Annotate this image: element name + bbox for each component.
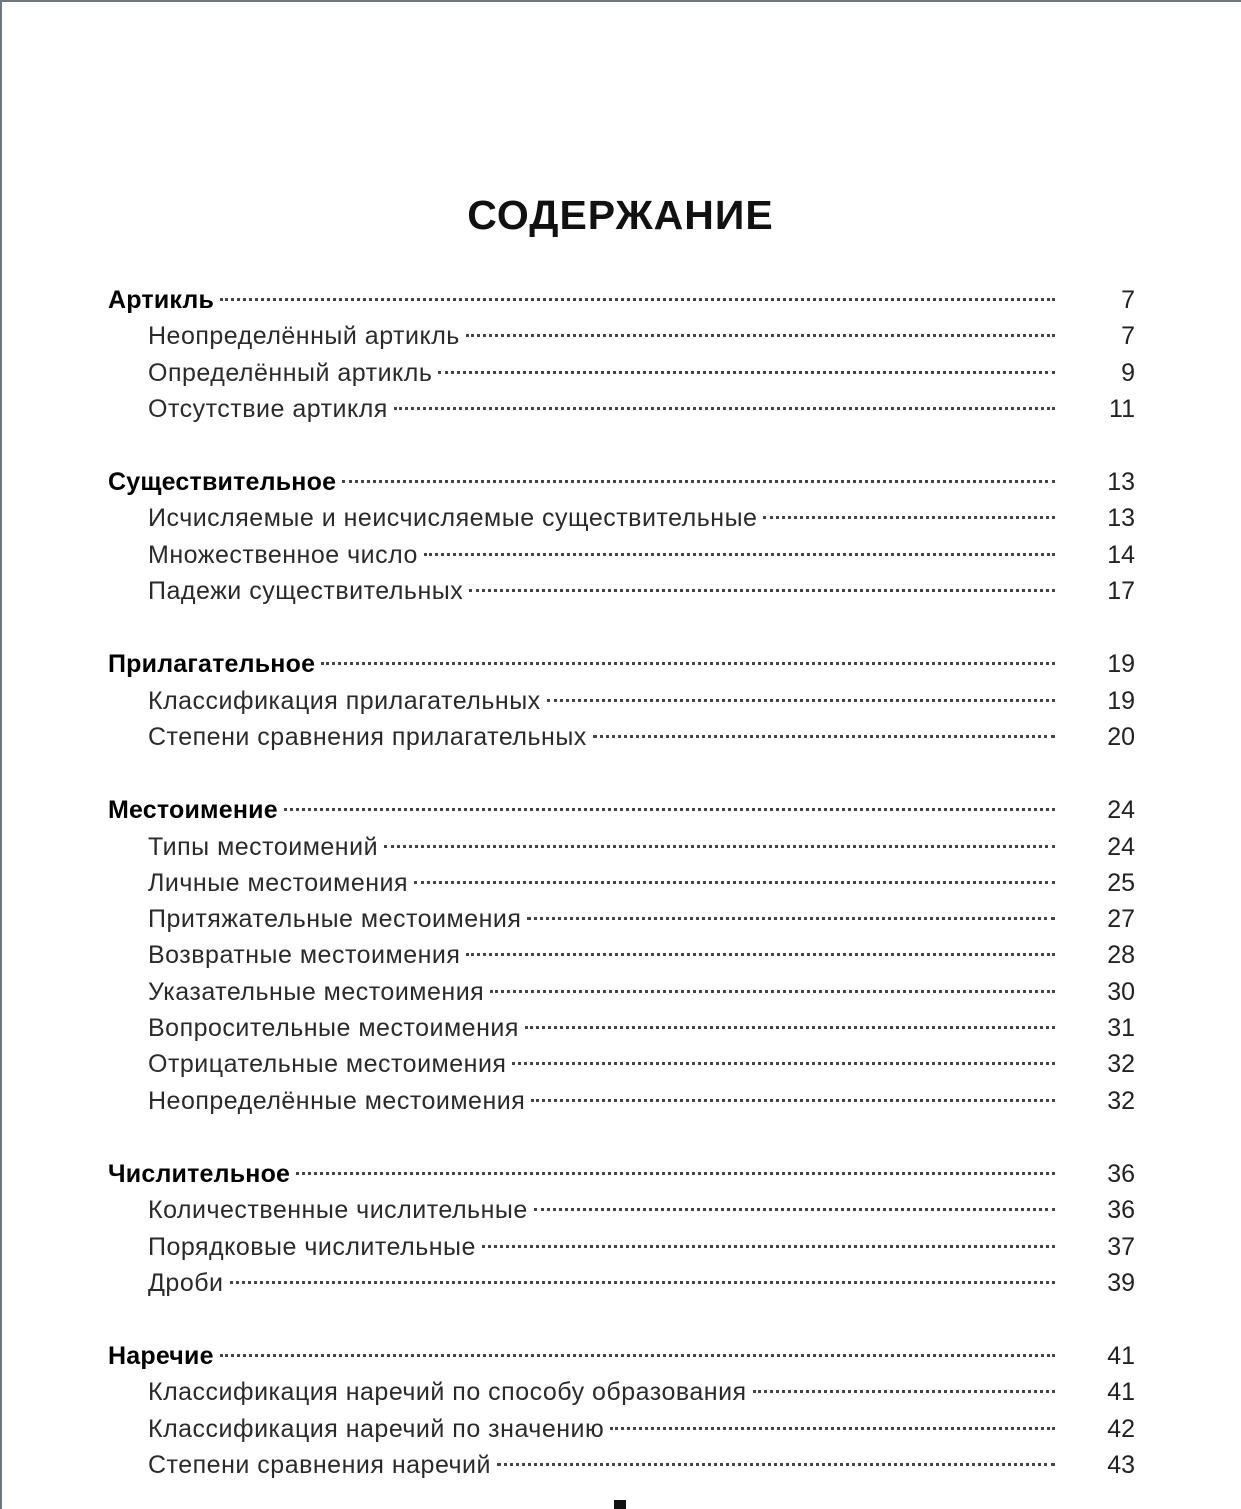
toc-page-number: 42 — [1107, 1414, 1135, 1443]
leader-dots — [527, 917, 1055, 920]
toc-entry-label: Дроби — [148, 1268, 224, 1297]
toc-entry-row[interactable] — [108, 683, 1135, 719]
toc-heading-label: Местоимение — [108, 796, 278, 825]
table-of-contents — [108, 282, 1135, 1483]
leader-dots — [763, 516, 1055, 519]
toc-entry-row[interactable] — [108, 937, 1135, 973]
leader-dots — [230, 1281, 1055, 1284]
toc-entry-label: Указательные местоимения — [148, 977, 485, 1006]
toc-page-number: 20 — [1107, 722, 1135, 751]
leader-dots — [490, 990, 1055, 993]
toc-entry-label: Падежи существительных — [148, 577, 464, 606]
leader-dots — [342, 480, 1055, 483]
toc-page-number: 11 — [1109, 394, 1135, 423]
leader-dots — [525, 1026, 1055, 1029]
leader-dots — [753, 1390, 1055, 1393]
toc-heading-row[interactable] — [108, 282, 1135, 318]
toc-page-number: 36 — [1107, 1159, 1135, 1188]
toc-entry-row[interactable] — [108, 318, 1135, 354]
toc-entry-row[interactable] — [108, 974, 1135, 1010]
leader-dots — [220, 1354, 1055, 1357]
leader-dots — [531, 1099, 1055, 1102]
leader-dots — [497, 1463, 1055, 1466]
toc-page-number: 41 — [1107, 1342, 1135, 1371]
toc-page-number: 7 — [1121, 322, 1135, 351]
toc-heading-row[interactable] — [108, 1156, 1135, 1192]
section-gap — [108, 609, 1135, 646]
toc-entry-row[interactable] — [108, 1411, 1135, 1447]
leader-dots — [394, 407, 1055, 410]
toc-heading-label: Артикль — [108, 286, 215, 314]
toc-page-number: 24 — [1107, 832, 1135, 861]
toc-entry-label: Неопределённые местоимения — [148, 1086, 526, 1115]
toc-entry-label: Количественные числительные — [148, 1196, 528, 1225]
toc-entry-row[interactable] — [108, 537, 1135, 573]
section-gap — [108, 427, 1135, 464]
toc-entry-row[interactable] — [108, 1265, 1135, 1301]
toc-section — [108, 646, 1135, 755]
leader-dots — [424, 553, 1055, 556]
toc-entry-label: Неопределённый артикль — [148, 322, 460, 351]
toc-page-number: 24 — [1107, 796, 1135, 825]
toc-page-number: 7 — [1121, 286, 1135, 314]
toc-entry-label: Отрицательные местоимения — [148, 1050, 507, 1079]
toc-page-number: 28 — [1107, 941, 1135, 970]
toc-heading-row[interactable] — [108, 464, 1135, 500]
leader-dots — [547, 699, 1055, 702]
toc-page-number: 41 — [1107, 1378, 1135, 1407]
section-gap — [108, 1119, 1135, 1156]
toc-entry-label: Притяжательные местоимения — [148, 905, 522, 934]
section-gap — [108, 1301, 1135, 1338]
section-gap — [108, 755, 1135, 792]
toc-entry-row[interactable] — [108, 1229, 1135, 1265]
toc-entry-row[interactable] — [108, 1447, 1135, 1483]
toc-heading-label: Наречие — [108, 1342, 214, 1371]
toc-section — [108, 464, 1135, 609]
toc-entry-row[interactable] — [108, 500, 1135, 536]
toc-page-number: 39 — [1107, 1268, 1135, 1297]
toc-entry-label: Порядковые числительные — [148, 1232, 476, 1261]
toc-page-number: 31 — [1107, 1014, 1135, 1043]
toc-section — [108, 792, 1135, 1119]
toc-entry-row[interactable] — [108, 865, 1135, 901]
toc-page-number: 43 — [1107, 1451, 1135, 1480]
toc-page-number: 9 — [1121, 358, 1135, 387]
toc-page-number: 25 — [1107, 868, 1135, 897]
toc-page-number: 17 — [1107, 577, 1135, 606]
leader-dots — [414, 881, 1055, 884]
toc-entry-row[interactable] — [108, 1046, 1135, 1082]
toc-page-number: 37 — [1107, 1232, 1135, 1261]
toc-heading-label: Существительное — [108, 468, 337, 497]
toc-entry-label: Степени сравнения наречий — [148, 1451, 491, 1480]
toc-entry-row[interactable] — [108, 355, 1135, 391]
toc-entry-label: Степени сравнения прилагательных — [148, 722, 587, 751]
leader-dots — [321, 662, 1055, 665]
leader-dots — [593, 735, 1055, 738]
toc-page-number: 32 — [1107, 1050, 1135, 1079]
leader-dots — [438, 371, 1055, 374]
leader-dots — [296, 1172, 1055, 1175]
toc-page-number: 14 — [1107, 540, 1135, 569]
toc-page-number: 30 — [1107, 977, 1135, 1006]
page-title: СОДЕРЖАНИЕ — [467, 192, 774, 238]
leader-dots — [220, 298, 1055, 301]
toc-page-number: 13 — [1107, 504, 1135, 533]
toc-entry-row[interactable] — [108, 573, 1135, 609]
toc-entry-row[interactable] — [108, 1374, 1135, 1410]
leader-dots — [384, 845, 1055, 848]
leader-dots — [512, 1062, 1055, 1065]
leader-dots — [284, 808, 1055, 811]
toc-entry-label: Классификация наречий по способу образования — [148, 1378, 747, 1407]
leader-dots — [482, 1245, 1055, 1248]
toc-entry-row[interactable] — [108, 391, 1135, 427]
toc-page-number: 32 — [1107, 1086, 1135, 1115]
toc-entry-label: Типы местоимений — [148, 832, 379, 861]
toc-entry-label: Классификация прилагательных — [148, 686, 541, 715]
toc-entry-label: Отсутствие артикля — [148, 394, 388, 423]
leader-dots — [466, 953, 1055, 956]
toc-heading-row[interactable] — [108, 792, 1135, 828]
toc-entry-label: Возвратные местоимения — [148, 941, 461, 970]
toc-entry-label: Множественное число — [148, 540, 418, 569]
leader-dots — [534, 1208, 1055, 1211]
toc-page-number: 36 — [1107, 1196, 1135, 1225]
toc-entry-row[interactable] — [108, 1010, 1135, 1046]
leader-dots — [610, 1427, 1055, 1430]
toc-section — [108, 1338, 1135, 1483]
toc-entry-label: Исчисляемые и неисчисляемые существительные — [148, 504, 758, 533]
toc-page-number: 27 — [1107, 905, 1135, 934]
toc-entry-label: Личные местоимения — [148, 868, 409, 897]
toc-page-number: 19 — [1107, 650, 1135, 679]
toc-entry-label: Классификация наречий по значению — [148, 1414, 605, 1443]
toc-page-number: 19 — [1107, 686, 1135, 715]
toc-entry-label: Вопросительные местоимения — [148, 1014, 519, 1043]
leader-dots — [469, 589, 1055, 592]
leader-dots — [466, 334, 1055, 337]
toc-section — [108, 1156, 1135, 1301]
toc-entry-label: Определённый артикль — [148, 358, 433, 387]
toc-page-number: 13 — [1107, 468, 1135, 497]
toc-heading-label: Прилагательное — [108, 650, 316, 679]
page-number-fragment — [614, 1500, 626, 1509]
toc-entry-row[interactable] — [108, 829, 1135, 865]
toc-entry-row[interactable] — [108, 1083, 1135, 1119]
toc-entry-row[interactable] — [108, 901, 1135, 937]
toc-heading-row[interactable] — [108, 1338, 1135, 1374]
toc-entry-row[interactable] — [108, 1192, 1135, 1228]
toc-heading-label: Числительное — [108, 1159, 291, 1188]
toc-heading-row[interactable] — [108, 646, 1135, 682]
toc-section — [108, 282, 1135, 427]
toc-entry-row[interactable] — [108, 719, 1135, 755]
